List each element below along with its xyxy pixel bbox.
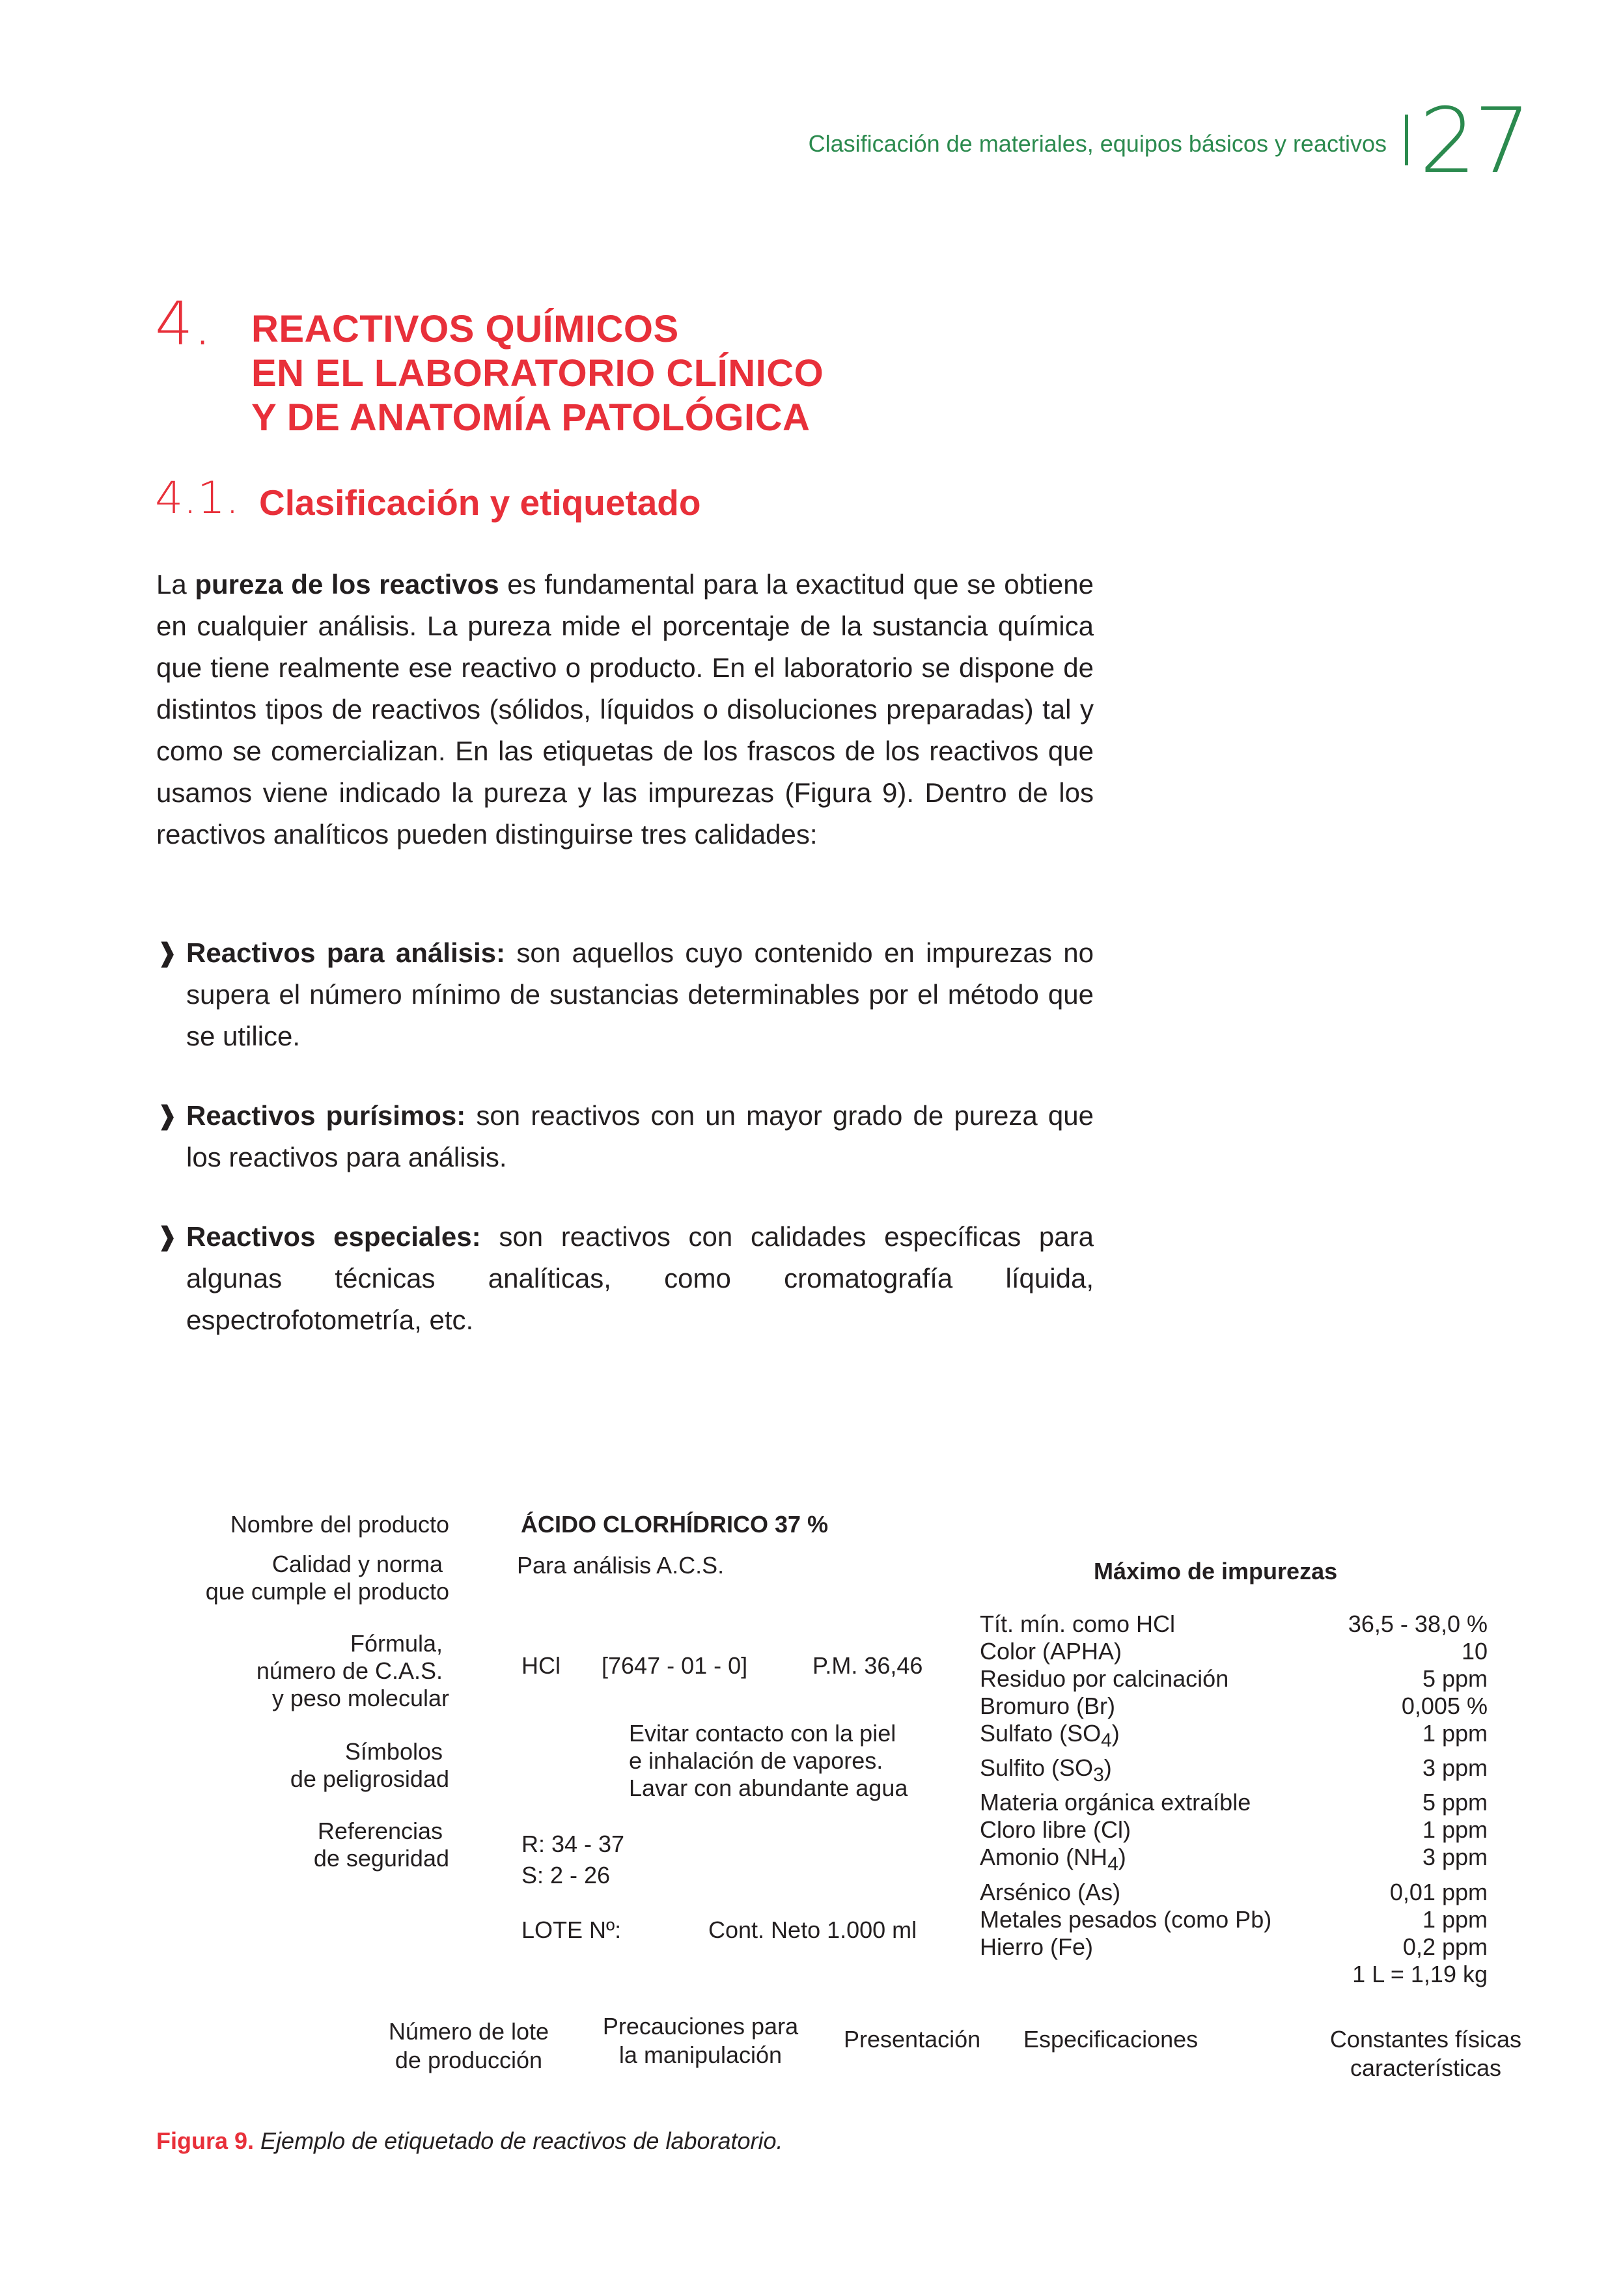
subsection-number: 4.1. (155, 473, 240, 524)
intro-paragraph (156, 564, 1094, 855)
impurity-value: 0,2 ppm (1402, 1933, 1488, 1960)
intro-text-start: La (156, 569, 195, 600)
impurity-name: Cloro libre (Cl) (980, 1816, 1131, 1844)
category-lot: de producción (395, 2047, 543, 2073)
label-hazard-line: de peligrosidad (290, 1765, 449, 1792)
impurity-name: Arsénico (As) (980, 1878, 1121, 1905)
intro-text-rest: es fundamental para la exactitud que se obtiene en cualquier análisis. La pureza mide el porcentaje de la sustancia química que tiene realmente ese reactivo o producto. En el laboratorio se dispone de distintos tipos de reactivos (sólidos, líquidos o disoluciones preparadas) tal y como se comercializan. En las etiquetas de los frascos de los reactivos que usamos viene indicado la pureza y las impurezas (Figura 9). Dentro de los reactivos analíticos pueden distinguirse tres calidades: (156, 569, 1094, 850)
category-precautions: la manipulación (618, 2041, 783, 2068)
bullet-term: Reactivos para análisis: (186, 937, 506, 968)
bullet-text: son reactivos con calidades específicas para algunas técnicas analíticas, como cromatografía líquida, espectrofotometría, etc. (186, 1221, 1094, 1335)
impurity-name: Amonio $(NH_4)$ (980, 1844, 1126, 1875)
impurities-title: Máximo de impurezas (1094, 1558, 1338, 1584)
category-constants: Constantes físicas (1329, 2026, 1522, 2053)
impurity-row (980, 1933, 1488, 1961)
impurity-name: Metales pesados (como Pb) (980, 1905, 1272, 1933)
category-presentation: Presentación (844, 2026, 981, 2053)
impurity-value: 10 (1461, 1638, 1488, 1665)
running-header-title: Clasificación de materiales, equipos básicos y reactivos (808, 130, 1387, 157)
bullet-marker: ❱ (156, 1223, 178, 1251)
label-safety-line: de seguridad (313, 1845, 449, 1872)
impurity-name: Sulfato $(SO_4)$ (980, 1720, 1120, 1752)
impurity-name: Sulfito $(SO_3)$ (980, 1754, 1112, 1786)
bullet-term: Reactivos purísimos: (186, 1100, 466, 1131)
label-quality-line: que cumple el producto (205, 1578, 449, 1605)
risk-phrases: R: 34 - 37 (521, 1831, 625, 1857)
label-safety-line: Referencias (317, 1818, 443, 1844)
impurity-name: Bromuro (Br) (980, 1693, 1116, 1719)
impurity-row (980, 1906, 1488, 1933)
impurity-value: 5 ppm (1422, 1665, 1488, 1692)
section-title-line: REACTIVOS QUÍMICOS (251, 308, 679, 350)
label-formula-line: y peso molecular (271, 1685, 449, 1711)
impurity-row (980, 1665, 1488, 1693)
product-quality: Para análisis A.C.S. (517, 1552, 725, 1579)
net-content: Cont. Neto 1.000 ml (708, 1916, 917, 1943)
impurity-value: 3 ppm (1422, 1844, 1488, 1871)
impurity-row (980, 1816, 1488, 1844)
impurity-row (980, 1961, 1488, 1988)
hazard-text-line: Lavar con abundante agua (629, 1775, 908, 1801)
category-constants: características (1350, 2054, 1502, 2081)
bullet-item (156, 1216, 1094, 1341)
caption-text: Ejemplo de etiquetado de reactivos de laboratorio. (254, 2127, 783, 2154)
impurities-list (980, 1611, 1488, 1988)
page-number: 27 (1419, 89, 1529, 193)
impurity-value: 5 ppm (1422, 1789, 1488, 1816)
impurity-row (980, 1789, 1488, 1816)
category-precautions: Precauciones para (602, 2013, 799, 2040)
bullet-item (156, 932, 1094, 1057)
impurity-row (980, 1720, 1488, 1754)
impurity-value: 1 ppm (1422, 1816, 1488, 1844)
safety-phrases: S: 2 - 26 (521, 1862, 611, 1888)
impurity-name: Hierro (Fe) (980, 1933, 1094, 1960)
label-hazard-line: Símbolos (344, 1738, 443, 1765)
category-lot: Número de lote (388, 2018, 549, 2045)
impurity-value: 1 ppm (1422, 1720, 1488, 1747)
impurity-row (980, 1879, 1488, 1906)
impurity-row (980, 1693, 1488, 1720)
header-divider (1405, 115, 1408, 165)
bullet-text: son aquellos cuyo contenido en impurezas no supera el número mínimo de sustancias determinables por el método que se utilice. (186, 937, 1094, 1051)
impurity-name: Color (APHA) (980, 1638, 1122, 1665)
product-cas-number: [7647 - 01 - 0] (602, 1652, 748, 1679)
caption-label: Figura 9. (156, 2127, 255, 2154)
subsection-title: Clasificación y etiquetado (259, 482, 701, 523)
intro-bold-term: pureza de los reactivos (195, 569, 499, 600)
label-quality-line: Calidad y norma (271, 1551, 443, 1577)
impurity-value: 3 ppm (1422, 1754, 1488, 1782)
impurity-row (980, 1611, 1488, 1638)
product-molecular-weight: P.M. 36,46 (812, 1652, 923, 1679)
impurity-row (980, 1754, 1488, 1789)
product-formula: HCl (521, 1652, 561, 1679)
bullet-marker: ❱ (156, 939, 178, 967)
category-specifications: Especificaciones (1023, 2026, 1199, 2053)
impurity-name: Residuo por calcinación (980, 1665, 1229, 1692)
section-title-line: EN EL LABORATORIO CLÍNICO (251, 352, 824, 394)
label-formula-line: número de C.A.S. (256, 1657, 443, 1684)
bullet-marker: ❱ (156, 1101, 178, 1130)
bullet-term: Reactivos especiales: (186, 1221, 481, 1252)
bullet-item (156, 1095, 1094, 1178)
product-name: ÁCIDO CLORHÍDRICO 37 % (521, 1511, 829, 1538)
section-title (251, 307, 824, 440)
impurity-row (980, 1844, 1488, 1878)
density-value: 1 L = 1,19 kg (1352, 1960, 1488, 1987)
section-title-line: Y DE ANATOMÍA PATOLÓGICA (251, 396, 811, 439)
impurity-value: 0,01 ppm (1389, 1878, 1488, 1905)
hazard-text-line: Evitar contacto con la piel (629, 1720, 896, 1747)
label-product-name: Nombre del producto (230, 1511, 449, 1538)
impurity-name: Tít. mín. como HCl (980, 1611, 1176, 1637)
hazard-text-line: e inhalación de vapores. (629, 1747, 883, 1774)
lot-number: LOTE Nº: (521, 1916, 622, 1943)
figure-caption (156, 2127, 783, 2155)
impurity-value: 1 ppm (1422, 1905, 1488, 1933)
bullet-text: son reactivos con un mayor grado de pureza que los reactivos para análisis. (186, 1100, 1094, 1172)
impurity-name: Materia orgánica extraíble (980, 1789, 1251, 1816)
impurity-row (980, 1638, 1488, 1665)
impurity-value: 36,5 - 38,0 % (1348, 1611, 1488, 1637)
label-formula-line: Fórmula, (350, 1630, 443, 1657)
section-number: 4. (155, 289, 212, 359)
impurity-value: 0,005 % (1401, 1693, 1488, 1719)
